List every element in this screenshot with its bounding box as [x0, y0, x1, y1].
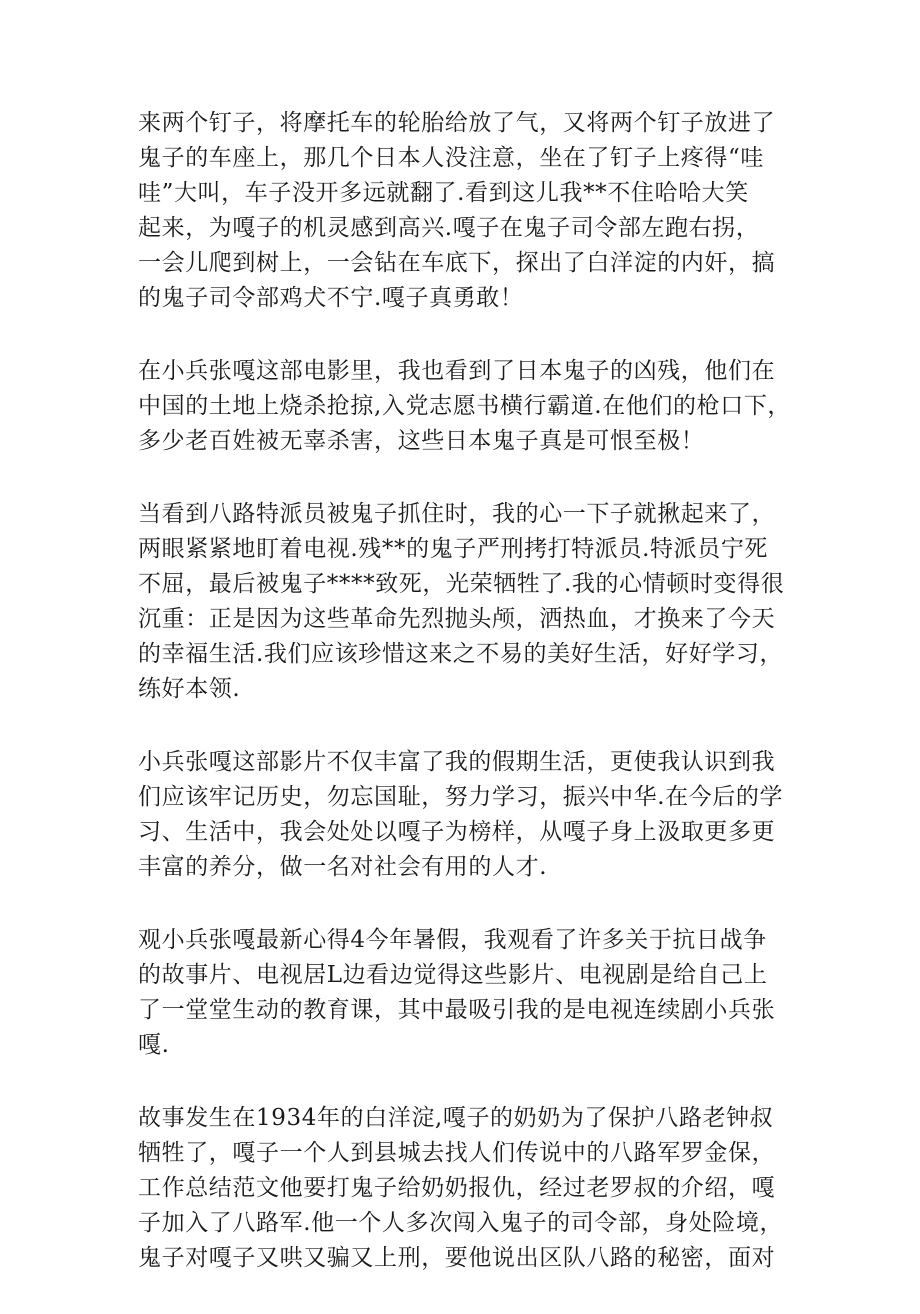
paragraph — [138, 497, 788, 707]
document-page — [138, 106, 792, 1314]
text-line: 的幸福生活.我们应该珍惜这来之不易的美好生活，好好学习， — [138, 641, 784, 667]
paragraph — [138, 106, 788, 316]
text-line: 牺牲了，嘎子一个人到县城去找人们传说中的八路军罗金保， — [138, 1140, 776, 1166]
text-line: 习、生活中，我会处处以嘎子为榜样，从嘎子身上汲取更多更 — [138, 819, 776, 845]
text-line: 观小兵张嘎最新心得4今年暑假，我观看了许多关于抗日战争 — [138, 927, 767, 953]
paragraph — [138, 1101, 788, 1276]
text-line: 沉重：正是因为这些革命先烈抛头颅，洒热血，才换来了今天 — [138, 606, 776, 632]
paragraph — [138, 923, 788, 1063]
text-line: 不屈，最后被鬼子****致死，光荣牺牲了.我的心情顿时变得很 — [138, 571, 785, 597]
text-line: 练好本领. — [138, 676, 241, 702]
text-line: 鬼子对嘎子又哄又骗又上刑，要他说出区队八路的秘密，面对 — [138, 1245, 776, 1271]
text-line: 工作总结范文他要打鬼子给奶奶报仇，经过老罗叔的介绍，嘎 — [138, 1175, 776, 1201]
paragraph — [138, 354, 792, 459]
text-line: 鬼子的车座上，那几个日本人没注意，坐在了钉子上疼得“哇 — [138, 145, 764, 171]
text-line: 当看到八路特派员被鬼子抓住时，我的心一下子就揪起来了， — [138, 501, 776, 527]
text-line: 两眼紧紧地盯着电视.残**的鬼子严刑拷打特派员.特派员宁死 — [138, 536, 769, 562]
text-line: 子加入了八路军.他一个人多次闯入鬼子的司令部，身处险境， — [138, 1210, 784, 1236]
text-line: 一会儿爬到树上，一会钻在车底下，探出了白洋淀的内奸，搞 — [138, 250, 776, 276]
text-line: 的故事片、电视居L边看边觉得这些影片、电视剧是给自己上 — [138, 962, 768, 988]
text-line: 哇”大叫，车子没开多远就翻了.看到这儿我**不住哈哈大笑 — [138, 180, 749, 206]
text-line: 故事发生在1934年的白洋淀,嘎子的奶奶为了保护八路老钟叔 — [138, 1105, 774, 1131]
text-line: 中国的土地上烧杀抢掠,入党志愿书横行霸道.在他们的枪口下， — [138, 393, 792, 419]
paragraph — [138, 745, 788, 885]
text-line: 嘎. — [138, 1032, 170, 1058]
text-line: 丰富的养分，做一名对社会有用的人才. — [138, 854, 548, 880]
text-line: 在小兵张嘎这部电影里，我也看到了日本鬼子的凶残，他们在 — [138, 358, 776, 384]
text-line: 多少老百姓被无辜杀害，这些日本鬼子真是可恨至极！ — [138, 428, 705, 454]
text-line: 来两个钉子，将摩托车的轮胎给放了气，又将两个钉子放进了 — [138, 110, 776, 136]
text-line: 的鬼子司令部鸡犬不宁.嘎子真勇敢！ — [138, 285, 524, 311]
text-line: 了一堂堂生动的教育课，其中最吸引我的是电视连续剧小兵张 — [138, 997, 776, 1023]
text-line: 起来，为嘎子的机灵感到高兴.嘎子在鬼子司令部左跑右拐， — [138, 215, 760, 241]
text-line: 小兵张嘎这部影片不仅丰富了我的假期生活，更使我认识到我 — [138, 749, 776, 775]
text-line: 们应该牢记历史，勿忘国耻，努力学习，振兴中华.在今后的学 — [138, 784, 784, 810]
